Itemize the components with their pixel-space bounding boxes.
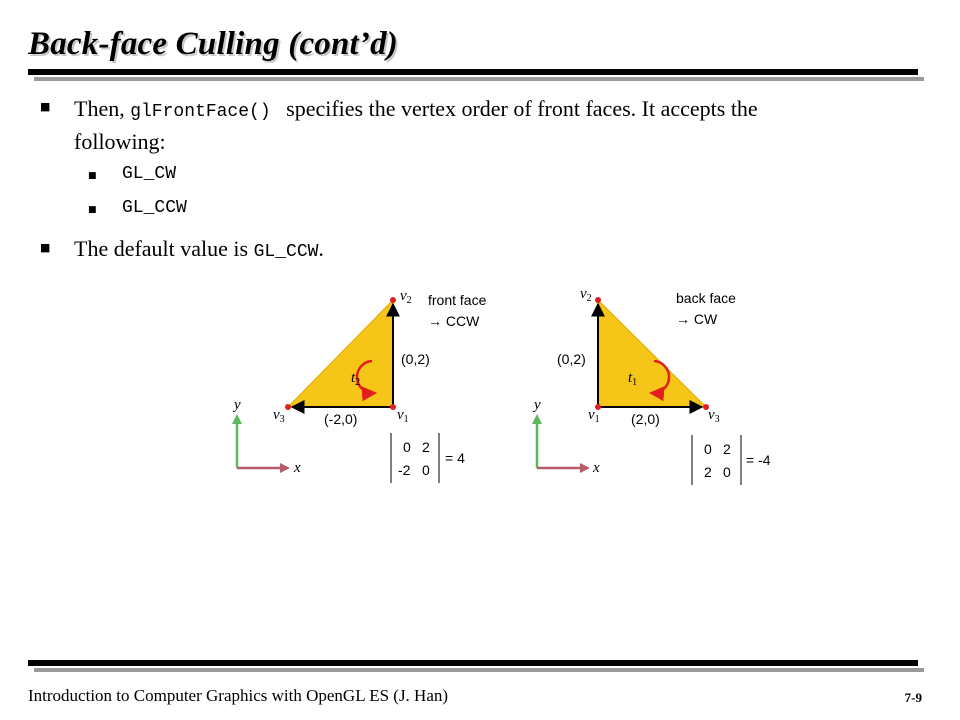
axis-x-label: x [294, 460, 301, 476]
slide-title: Back-face Culling (cont’d) [28, 26, 398, 62]
caption-line1: front face [428, 292, 487, 308]
matrix-cell: 0 [403, 439, 411, 455]
bullet-suffix: . [318, 236, 324, 261]
matrix-cell: 0 [422, 462, 430, 478]
vertex-v1-dot [595, 404, 601, 410]
code-glfrontface: glFrontFace() [130, 102, 271, 122]
x-axis-arrowhead [580, 463, 590, 473]
edge-vertical-label: (0,2) [557, 351, 586, 367]
vertex-v1-dot [390, 404, 396, 410]
square-bullet-icon: ■ [88, 205, 97, 215]
y-axis-arrowhead [232, 414, 242, 424]
vertex-v2-dot [595, 297, 601, 303]
footer-rule-shadow [34, 668, 924, 672]
determinant: = -4 [746, 452, 771, 468]
axis-y-label: y [534, 397, 541, 413]
caption-line2: → CW [676, 311, 718, 327]
vertex-v3-label: $v_3$ [708, 407, 720, 425]
matrix-cell: 0 [723, 464, 731, 480]
vertex-v2-label: $v_2$ [580, 286, 592, 304]
vertex-v3-label: $v_3$ [273, 407, 285, 425]
matrix-cell: 2 [704, 464, 712, 480]
caption-line2: → CCW [428, 313, 480, 329]
square-bullet-icon: ■ [40, 100, 51, 113]
right-figure [532, 286, 771, 485]
sub-item-gl-ccw: GL_CCW [122, 198, 187, 218]
triangle-t2 [288, 300, 393, 407]
page-number: 7-9 [904, 690, 922, 705]
footer-course-title: Introduction to Computer Graphics with OpenGL ES (J. Han) [28, 686, 449, 705]
axis-y-label: y [234, 397, 241, 413]
y-axis-arrowhead [532, 414, 542, 424]
left-figure [232, 288, 487, 483]
axis-x-label: x [593, 460, 600, 476]
vertex-v1-label: $v_1$ [588, 407, 600, 425]
square-bullet-icon: ■ [40, 241, 51, 254]
vertex-v2-label: $v_2$ [400, 288, 412, 306]
square-bullet-icon: ■ [88, 171, 97, 181]
sub-item-gl-cw: GL_CW [122, 164, 177, 184]
x-axis-arrowhead [280, 463, 290, 473]
matrix-cell: 2 [723, 441, 731, 457]
matrix-cell: -2 [398, 462, 411, 478]
footer-rule [28, 660, 918, 666]
edge-horizontal-label: (-2,0) [324, 411, 358, 427]
triangle-label: $t_2$ [351, 370, 361, 388]
vertex-v3-dot [285, 404, 291, 410]
code-gl-ccw: GL_CCW [253, 242, 319, 262]
vertex-v1-label: $v_1$ [397, 407, 409, 425]
vertex-v2-dot [390, 297, 396, 303]
edge-horizontal-label: (2,0) [631, 411, 660, 427]
bullet-prefix: The default value is [74, 236, 254, 261]
bullet-prefix: Then, [74, 96, 131, 121]
matrix-cell: 0 [704, 441, 712, 457]
bullet-text: specifies the vertex order of front faces. It accepts the [286, 96, 758, 121]
bullet-text-cont: following: [74, 129, 166, 154]
determinant: = 4 [445, 450, 465, 466]
triangle-label: $t_1$ [628, 370, 638, 388]
matrix-cell: 2 [422, 439, 430, 455]
caption-line1: back face [676, 290, 736, 306]
edge-vertical-label: (0,2) [401, 351, 430, 367]
